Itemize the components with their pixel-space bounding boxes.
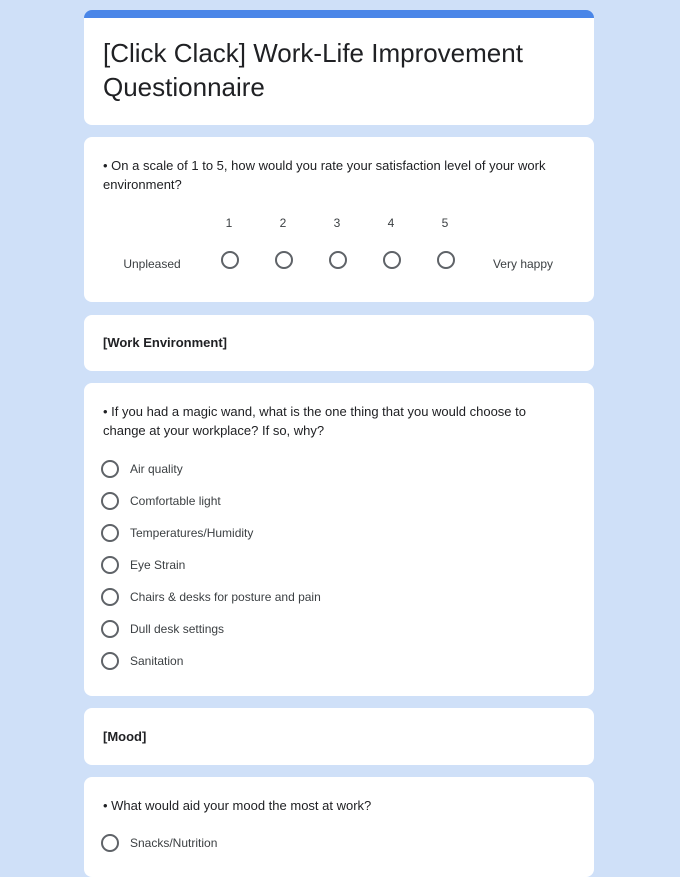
- option-snacks-nutrition[interactable]: [101, 833, 217, 853]
- option-chairs-desks[interactable]: [101, 587, 321, 607]
- scale-high-label: Very happy: [492, 257, 554, 271]
- scale-radio-5[interactable]: [437, 251, 455, 269]
- scale-radio-1[interactable]: [221, 251, 239, 269]
- radio-icon[interactable]: [101, 588, 119, 606]
- scale-number: 1: [225, 216, 233, 230]
- scale-low-label: Unpleased: [123, 257, 181, 271]
- option-label: Chairs & desks for posture and pain: [130, 590, 321, 604]
- option-label: Dull desk settings: [130, 622, 225, 636]
- option-air-quality[interactable]: [101, 459, 183, 479]
- scale-radio-2[interactable]: [275, 251, 293, 269]
- section-card-mood: [84, 708, 594, 765]
- scale-radio-4[interactable]: [383, 251, 401, 269]
- question-text: • What would aid your mood the most at work?: [103, 798, 372, 813]
- question-text: • If you had a magic wand, what is the one thing that you would choose to change at your workplace? If so, why?: [103, 404, 526, 438]
- option-label: Air quality: [130, 462, 183, 476]
- option-temperatures-humidity[interactable]: [101, 523, 253, 543]
- option-label: Comfortable light: [130, 494, 221, 508]
- scale-number: 5: [441, 216, 449, 230]
- radio-icon[interactable]: [101, 620, 119, 638]
- option-label: Temperatures/Humidity: [130, 526, 254, 540]
- radio-icon[interactable]: [101, 524, 119, 542]
- radio-icon[interactable]: [101, 834, 119, 852]
- question-card-satisfaction: [84, 137, 594, 302]
- option-eye-strain[interactable]: [101, 555, 185, 575]
- form-title: [Click Clack] Work-Life Improvement Questionnaire: [103, 38, 523, 102]
- option-sanitation[interactable]: [101, 651, 183, 671]
- radio-icon[interactable]: [101, 652, 119, 670]
- question-card-mood: [84, 777, 594, 877]
- option-dull-desk-settings[interactable]: [101, 619, 224, 639]
- option-label: Eye Strain: [130, 558, 186, 572]
- option-label: Snacks/Nutrition: [130, 836, 218, 850]
- section-title: [Work Environment]: [103, 335, 227, 350]
- scale-number: 2: [279, 216, 287, 230]
- radio-icon[interactable]: [101, 556, 119, 574]
- form-header-card: [84, 10, 594, 125]
- scale-number: 4: [387, 216, 395, 230]
- section-card-work-environment: [84, 315, 594, 371]
- scale-radio-3[interactable]: [329, 251, 347, 269]
- option-comfortable-light[interactable]: [101, 491, 221, 511]
- scale-number: 3: [333, 216, 341, 230]
- radio-icon[interactable]: [101, 460, 119, 478]
- question-card-magic-wand: [84, 383, 594, 696]
- option-label: Sanitation: [130, 654, 184, 668]
- question-text: • On a scale of 1 to 5, how would you rate your satisfaction level of your work environment?: [103, 158, 546, 192]
- radio-icon[interactable]: [101, 492, 119, 510]
- section-title: [Mood]: [103, 729, 147, 744]
